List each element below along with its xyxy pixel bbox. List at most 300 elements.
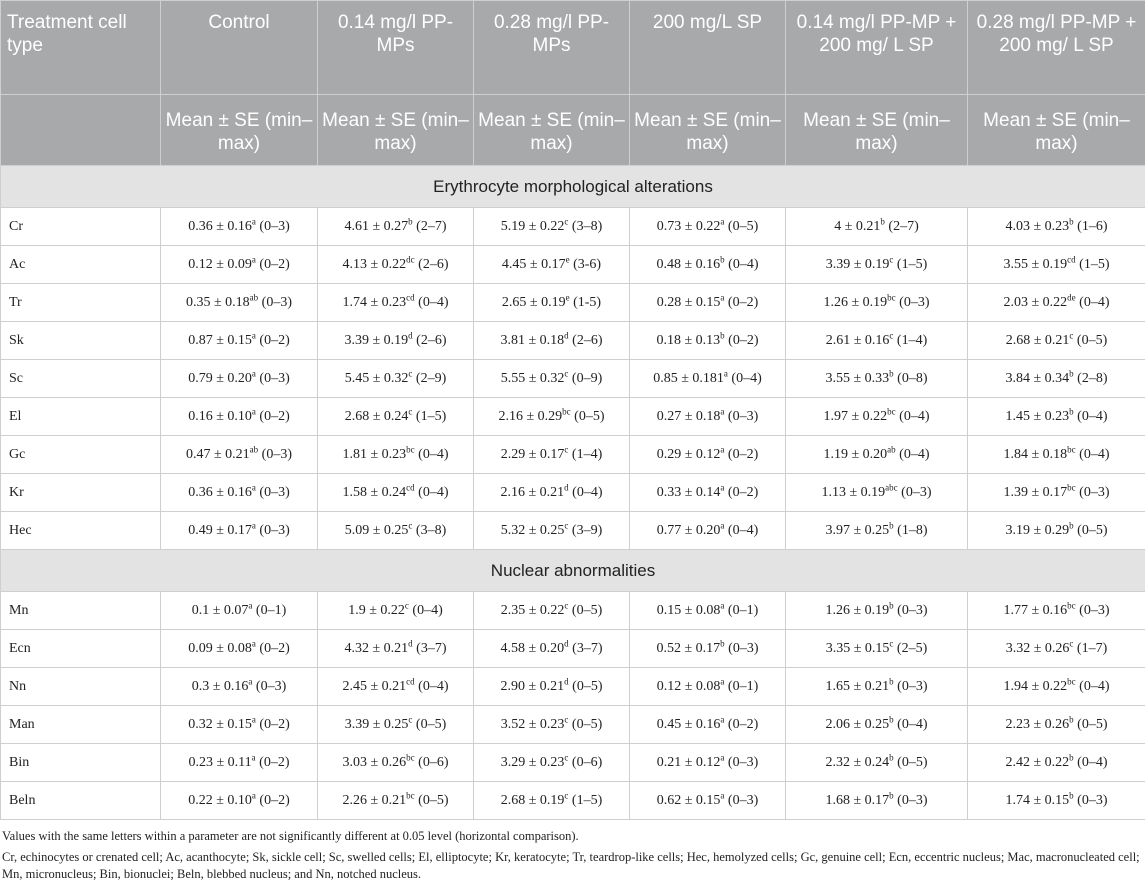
cell-range: (0–2): [259, 408, 290, 424]
table-cell: [786, 630, 968, 668]
cell-mean-se: 0.21 ± 0.12: [656, 754, 721, 770]
cell-mean-se: 2.03 ± 0.22: [1003, 294, 1068, 310]
table-cell: [318, 360, 474, 398]
cell-mean-se: 0.85 ± 0.181: [653, 370, 724, 386]
table-row: [1, 668, 1145, 706]
table-cell: [968, 246, 1145, 284]
section-title: Erythrocyte morphological alterations: [1, 166, 1145, 208]
cell-significance-letters: a: [251, 519, 256, 530]
table-cell: [968, 706, 1145, 744]
table-cell: [630, 782, 786, 820]
header-0-14-pp-mps: 0.14 mg/l PP-MPs: [318, 1, 474, 95]
cell-significance-letters: cd: [406, 481, 415, 492]
cell-significance-letters: bc: [887, 291, 896, 302]
table-row: [1, 512, 1145, 550]
table-cell: [968, 322, 1145, 360]
table-cell: [968, 668, 1145, 706]
cell-significance-letters: c: [564, 789, 569, 800]
cell-significance-letters: a: [251, 367, 256, 378]
table-cell: [161, 782, 318, 820]
row-label: El: [1, 398, 161, 436]
cell-mean-se: 0.18 ± 0.13: [656, 332, 721, 348]
cell-mean-se: 0.36 ± 0.16: [188, 218, 252, 234]
cell-mean-se: 0.33 ± 0.14: [656, 484, 721, 500]
cell-significance-letters: b: [1069, 367, 1074, 378]
cell-range: (0–5): [897, 754, 928, 770]
cell-significance-letters: cd: [1067, 253, 1076, 264]
cell-range: (0–3): [727, 754, 759, 770]
cell-significance-letters: ab: [887, 443, 896, 454]
cell-mean-se: 2.68 ± 0.24: [344, 408, 409, 424]
table-cell: [968, 398, 1145, 436]
cell-significance-letters: b: [880, 215, 885, 226]
cell-mean-se: 4.45 ± 0.17: [501, 256, 566, 272]
table-cell: [968, 512, 1145, 550]
table-cell: [968, 360, 1145, 398]
cell-range: (0–4): [412, 602, 443, 618]
cell-range: (0–3): [259, 218, 290, 234]
table-cell: [161, 512, 318, 550]
cell-significance-letters: a: [251, 405, 256, 416]
cell-significance-letters: a: [720, 405, 725, 416]
table-cell: [630, 630, 786, 668]
table-cell: [968, 782, 1145, 820]
cell-significance-letters: b: [1069, 713, 1074, 724]
cell-mean-se: 0.48 ± 0.16: [656, 256, 721, 272]
cell-mean-se: 3.32 ± 0.26: [1005, 640, 1070, 656]
cell-mean-se: 0.87 ± 0.15: [188, 332, 252, 348]
table-row: [1, 782, 1145, 820]
cell-significance-letters: b: [889, 367, 894, 378]
cell-significance-letters: cd: [406, 291, 415, 302]
cell-significance-letters: b: [889, 519, 894, 530]
cell-range: (2–5): [896, 640, 928, 656]
table-cell: [474, 322, 630, 360]
cell-range: (0–4): [897, 716, 928, 732]
cell-significance-letters: a: [720, 751, 725, 762]
table-cell: [786, 436, 968, 474]
section-title: Nuclear abnormalities: [1, 550, 1145, 592]
table-cell: [318, 706, 474, 744]
cell-range: (0–2): [727, 294, 759, 310]
cell-range: (0–6): [418, 754, 449, 770]
cell-significance-letters: c: [889, 253, 894, 264]
cell-mean-se: 1.58 ± 0.24: [342, 484, 407, 500]
table-row: [1, 398, 1145, 436]
cell-significance-letters: d: [564, 329, 569, 340]
cell-significance-letters: b: [1069, 215, 1074, 226]
cell-significance-letters: c: [889, 329, 894, 340]
cell-range: (3–9): [571, 522, 603, 538]
cell-mean-se: 5.55 ± 0.32: [500, 370, 565, 386]
cell-significance-letters: a: [720, 675, 725, 686]
cell-range: (3–8): [415, 522, 447, 538]
table-cell: [318, 398, 474, 436]
table-cell: [474, 592, 630, 630]
cell-mean-se: 0.12 ± 0.09: [188, 256, 252, 272]
cell-mean-se: 1.26 ± 0.19: [823, 294, 888, 310]
cell-significance-letters: b: [720, 329, 725, 340]
table-cell: [786, 322, 968, 360]
cell-mean-se: 1.97 ± 0.22: [823, 408, 888, 424]
table-cell: [161, 246, 318, 284]
cell-significance-letters: a: [251, 789, 256, 800]
table-row: [1, 592, 1145, 630]
table-cell: [630, 512, 786, 550]
cell-significance-letters: c: [408, 405, 413, 416]
cell-mean-se: 3.39 ± 0.25: [344, 716, 409, 732]
cell-significance-letters: a: [720, 519, 725, 530]
cell-mean-se: 3.29 ± 0.23: [500, 754, 565, 770]
cell-mean-se: 3.97 ± 0.25: [825, 522, 890, 538]
cell-range: (0–1): [255, 602, 287, 618]
table-cell: [630, 706, 786, 744]
cell-range: (0–3): [728, 640, 759, 656]
cell-significance-letters: a: [248, 675, 253, 686]
table-cell: [630, 208, 786, 246]
cell-significance-letters: b: [889, 751, 894, 762]
cell-range: (0–9): [571, 370, 603, 386]
row-label: Ac: [1, 246, 161, 284]
table-cell: [786, 668, 968, 706]
table-cell: [161, 208, 318, 246]
cell-mean-se: 1.74 ± 0.15: [1005, 792, 1070, 808]
cell-mean-se: 1.94 ± 0.22: [1003, 678, 1068, 694]
table-cell: [161, 398, 318, 436]
cell-mean-se: 2.35 ± 0.22: [500, 602, 565, 618]
cell-significance-letters: b: [889, 789, 894, 800]
table-cell: [786, 208, 968, 246]
table-cell: [968, 284, 1145, 322]
row-label: Mn: [1, 592, 161, 630]
cell-mean-se: 0.09 ± 0.08: [188, 640, 252, 656]
cell-range: (0–3): [897, 678, 928, 694]
cell-significance-letters: a: [720, 789, 725, 800]
cell-significance-letters: bc: [406, 443, 415, 454]
cell-significance-letters: c: [564, 713, 569, 724]
cell-mean-se: 0.35 ± 0.18: [185, 294, 250, 310]
table-cell: [474, 782, 630, 820]
row-label: Beln: [1, 782, 161, 820]
cell-range: (0–3): [1079, 602, 1110, 618]
stat-header: Mean ± SE (min–max): [161, 95, 318, 166]
cell-mean-se: 2.42 ± 0.22: [1005, 754, 1070, 770]
cell-significance-letters: a: [251, 637, 256, 648]
cell-significance-letters: c: [404, 599, 409, 610]
cell-significance-letters: c: [564, 443, 569, 454]
table-cell: [786, 398, 968, 436]
cell-range: (0–8): [897, 370, 928, 386]
cell-mean-se: 2.26 ± 0.21: [342, 792, 407, 808]
cell-significance-letters: a: [720, 481, 725, 492]
cell-mean-se: 2.06 ± 0.25: [825, 716, 890, 732]
cell-mean-se: 0.22 ± 0.10: [188, 792, 252, 808]
table-cell: [474, 706, 630, 744]
table-cell: [161, 436, 318, 474]
cell-range: (0–3): [255, 678, 287, 694]
header-row: [1, 1, 1145, 95]
row-label: Kr: [1, 474, 161, 512]
cell-range: (0–4): [1079, 678, 1110, 694]
cell-significance-letters: c: [564, 367, 569, 378]
table-cell: [318, 284, 474, 322]
table-cell: [630, 592, 786, 630]
table-cell: [161, 592, 318, 630]
cell-range: (1–5): [1079, 256, 1110, 272]
cell-range: (0–4): [572, 484, 603, 500]
cell-mean-se: 0.73 ± 0.22: [656, 218, 721, 234]
cell-range: (3–8): [571, 218, 603, 234]
cell-range: (0–4): [1077, 754, 1108, 770]
cell-range: (1–5): [415, 408, 447, 424]
table-cell: [630, 322, 786, 360]
cell-mean-se: 1.45 ± 0.23: [1005, 408, 1070, 424]
cell-range: (0–2): [259, 716, 290, 732]
cell-mean-se: 2.68 ± 0.19: [500, 792, 565, 808]
cell-range: (0–2): [259, 754, 290, 770]
cell-mean-se: 0.36 ± 0.16: [188, 484, 252, 500]
cell-significance-letters: d: [564, 675, 569, 686]
cell-range: (1–6): [1077, 218, 1108, 234]
table-cell: [318, 322, 474, 360]
cell-significance-letters: c: [1069, 329, 1074, 340]
header-0-14-pp-mp-sp: 0.14 mg/l PP-MP + 200 mg/ L SP: [786, 1, 968, 95]
cell-significance-letters: a: [720, 443, 725, 454]
cell-significance-letters: a: [720, 291, 725, 302]
cell-range: (2–6): [418, 256, 449, 272]
cell-range: (0–3): [1079, 484, 1110, 500]
cell-mean-se: 0.52 ± 0.17: [656, 640, 721, 656]
cell-range: (0–2): [727, 484, 759, 500]
section-row: [1, 550, 1145, 592]
row-label: Sk: [1, 322, 161, 360]
cell-range: (0–5): [572, 678, 603, 694]
cell-mean-se: 2.45 ± 0.21: [342, 678, 407, 694]
row-label: Bin: [1, 744, 161, 782]
table-row: [1, 474, 1145, 512]
table-row: [1, 706, 1145, 744]
cell-significance-letters: bc: [1067, 481, 1076, 492]
cell-significance-letters: a: [720, 215, 725, 226]
header-treatment-cell-type: Treatment cell type: [1, 1, 161, 95]
table-cell: [318, 474, 474, 512]
cell-range: (2–7): [888, 218, 919, 234]
cell-mean-se: 3.39 ± 0.19: [825, 256, 890, 272]
cell-range: (0–5): [415, 716, 447, 732]
table-cell: [968, 630, 1145, 668]
cell-significance-letters: bc: [1067, 443, 1076, 454]
table-cell: [474, 284, 630, 322]
cell-significance-letters: de: [1067, 291, 1076, 302]
table-cell: [786, 360, 968, 398]
cell-significance-letters: a: [723, 367, 728, 378]
cell-range: (0–4): [1077, 408, 1108, 424]
cell-range: (0–4): [418, 678, 449, 694]
cell-significance-letters: a: [248, 599, 253, 610]
cell-range: (0–3): [727, 408, 759, 424]
row-label: Cr: [1, 208, 161, 246]
cell-range: (2–9): [415, 370, 447, 386]
table-cell: [161, 322, 318, 360]
table-cell: [318, 782, 474, 820]
cell-range: (1-5): [573, 294, 602, 310]
table-cell: [318, 208, 474, 246]
cell-mean-se: 0.79 ± 0.20: [188, 370, 252, 386]
cell-range: (1–5): [896, 256, 928, 272]
cell-significance-letters: b: [889, 599, 894, 610]
cell-range: (0–5): [571, 716, 603, 732]
table-cell: [786, 474, 968, 512]
cell-significance-letters: abc: [885, 481, 898, 492]
table-cell: [474, 398, 630, 436]
cell-range: (0–3): [899, 294, 930, 310]
table-row: [1, 284, 1145, 322]
table-cell: [474, 744, 630, 782]
cell-mean-se: 1.9 ± 0.22: [348, 602, 405, 618]
cell-range: (0–2): [259, 640, 290, 656]
stat-header-empty: [1, 95, 161, 166]
cell-mean-se: 2.68 ± 0.21: [1005, 332, 1070, 348]
stat-header: Mean ± SE (min–max): [474, 95, 630, 166]
table-footnotes: [2, 828, 1142, 884]
table-cell: [630, 744, 786, 782]
cell-mean-se: 4.61 ± 0.27: [344, 218, 409, 234]
cell-range: (0–4): [728, 256, 759, 272]
cell-range: (0–4): [899, 446, 930, 462]
row-label: Tr: [1, 284, 161, 322]
table-header: [1, 1, 1145, 166]
stat-header: Mean ± SE (min–max): [318, 95, 474, 166]
cell-range: (1–4): [896, 332, 928, 348]
cell-significance-letters: b: [408, 215, 413, 226]
header-200-sp: 200 mg/L SP: [630, 1, 786, 95]
cell-mean-se: 3.81 ± 0.18: [500, 332, 565, 348]
cell-significance-letters: a: [251, 481, 256, 492]
cell-significance-letters: a: [251, 713, 256, 724]
table-cell: [474, 668, 630, 706]
footnote-abbreviations: Cr, echinocytes or crenated cell; Ac, acanthocyte; Sk, sickle cell; Sc, swelled cells; El, elliptocyte; Kr, keratocyte; Tr, teardrop-like cells; Hec, hemolyzed cells; Gc, genuine cell; Ecn, eccentric nucleus; Mac, macronucleated cell; Mn, micronucleus; Bin, bionuclei; Beln, blebbed nucleus; and Nn, notched nucleus.: [2, 849, 1140, 881]
table-cell: [318, 436, 474, 474]
cell-significance-letters: d: [564, 637, 569, 648]
table-cell: [161, 474, 318, 512]
table-cell: [630, 246, 786, 284]
cell-range: (0–2): [259, 256, 290, 272]
table-cell: [630, 398, 786, 436]
footnote-significance: Values with the same letters within a parameter are not significantly different at 0.05 level (horizontal comparison).: [2, 829, 579, 843]
cell-significance-letters: b: [1069, 789, 1074, 800]
table-cell: [318, 668, 474, 706]
cell-mean-se: 0.28 ± 0.15: [656, 294, 721, 310]
cell-range: (0–2): [259, 792, 290, 808]
table-cell: [630, 474, 786, 512]
cell-mean-se: 2.16 ± 0.21: [500, 484, 565, 500]
cell-significance-letters: c: [564, 751, 569, 762]
table-cell: [474, 436, 630, 474]
cell-range: (0–3): [261, 446, 292, 462]
cell-significance-letters: d: [408, 637, 413, 648]
cell-range: (0–5): [1077, 522, 1108, 538]
stat-header-row: [1, 95, 1145, 166]
cell-range: (0–3): [727, 792, 759, 808]
cell-significance-letters: c: [564, 599, 569, 610]
cell-significance-letters: c: [889, 637, 894, 648]
stat-header: Mean ± SE (min–max): [786, 95, 968, 166]
table-cell: [161, 706, 318, 744]
table-cell: [786, 744, 968, 782]
cell-mean-se: 4.32 ± 0.21: [344, 640, 409, 656]
cell-mean-se: 0.12 ± 0.08: [656, 678, 721, 694]
table-cell: [786, 512, 968, 550]
cell-range: (3–7): [416, 640, 447, 656]
cell-significance-letters: d: [408, 329, 413, 340]
cell-range: (0–3): [261, 294, 292, 310]
cell-range: (2–6): [572, 332, 603, 348]
cell-range: (0–1): [727, 602, 759, 618]
table-cell: [968, 474, 1145, 512]
cell-range: (0–5): [1076, 332, 1108, 348]
table-cell: [318, 512, 474, 550]
cell-significance-letters: e: [565, 253, 570, 264]
cell-mean-se: 0.23 ± 0.11: [188, 754, 252, 770]
cell-mean-se: 1.26 ± 0.19: [825, 602, 890, 618]
cell-mean-se: 0.3 ± 0.16: [191, 678, 249, 694]
table-cell: [474, 630, 630, 668]
cell-significance-letters: c: [408, 367, 413, 378]
table-cell: [630, 284, 786, 322]
cell-mean-se: 1.68 ± 0.17: [825, 792, 890, 808]
cell-range: (1–4): [571, 446, 603, 462]
cell-mean-se: 1.81 ± 0.23: [342, 446, 407, 462]
stat-header: Mean ± SE (min–max): [630, 95, 786, 166]
cell-significance-letters: b: [720, 637, 725, 648]
cell-range: (0–4): [418, 294, 449, 310]
cell-mean-se: 1.39 ± 0.17: [1003, 484, 1068, 500]
cell-significance-letters: b: [1069, 519, 1074, 530]
table-cell: [161, 744, 318, 782]
cell-mean-se: 1.65 ± 0.21: [825, 678, 890, 694]
cell-mean-se: 3.84 ± 0.34: [1005, 370, 1070, 386]
cell-mean-se: 2.16 ± 0.29: [498, 408, 563, 424]
row-label: Gc: [1, 436, 161, 474]
header-control: Control: [161, 1, 318, 95]
table-cell: [786, 284, 968, 322]
cell-mean-se: 1.84 ± 0.18: [1003, 446, 1068, 462]
cell-significance-letters: b: [720, 253, 725, 264]
cell-significance-letters: e: [565, 291, 570, 302]
cell-mean-se: 0.77 ± 0.20: [656, 522, 721, 538]
cell-mean-se: 3.35 ± 0.15: [825, 640, 890, 656]
cell-mean-se: 3.39 ± 0.19: [344, 332, 409, 348]
cell-range: (0–5): [574, 408, 605, 424]
cell-mean-se: 2.90 ± 0.21: [500, 678, 565, 694]
cell-mean-se: 3.19 ± 0.29: [1005, 522, 1070, 538]
table-cell: [161, 630, 318, 668]
cell-range: (1–5): [571, 792, 603, 808]
table-cell: [161, 668, 318, 706]
cell-significance-letters: bc: [1067, 675, 1076, 686]
cell-mean-se: 1.77 ± 0.16: [1003, 602, 1068, 618]
cell-significance-letters: bc: [406, 751, 415, 762]
cell-mean-se: 0.45 ± 0.16: [656, 716, 721, 732]
cell-significance-letters: bc: [562, 405, 571, 416]
cell-significance-letters: ab: [249, 443, 259, 454]
cell-mean-se: 3.55 ± 0.33: [825, 370, 890, 386]
cell-range: (0–4): [899, 408, 930, 424]
table-cell: [474, 512, 630, 550]
row-label: Nn: [1, 668, 161, 706]
table-row: [1, 208, 1145, 246]
cell-significance-letters: bc: [1067, 599, 1076, 610]
